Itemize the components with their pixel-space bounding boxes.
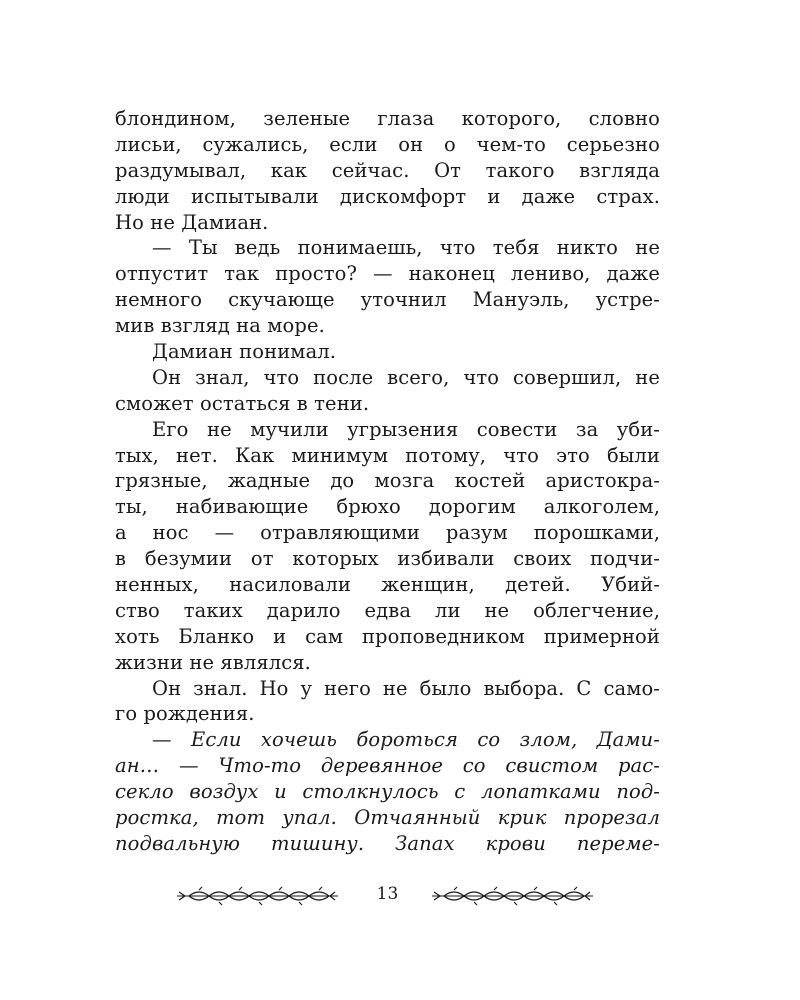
text-line: ан… — Что-то деревянное со свистом рас-	[115, 754, 660, 778]
text-line: в безумии от которых избивали своих подчи-	[115, 547, 660, 571]
text-line: а нос — отравляющими разум порошками,	[115, 521, 660, 545]
text-line: Он знал. Но у него не было выбора. С само-	[152, 676, 660, 700]
text-line: тых, нет. Как минимум потому, что это были	[115, 443, 660, 467]
text-line: Но не Дамиан.	[115, 210, 269, 234]
text-line: ты, набивающие брюхо дорогим алкоголем,	[115, 495, 660, 519]
text-line: сможет остаться в тени.	[115, 391, 370, 415]
body-text	[115, 106, 660, 857]
text-line: ростка, тот упал. Отчаянный крик прорезал	[115, 806, 660, 830]
text-line: секло воздух и столкнулось с лопатками под-	[115, 780, 660, 804]
text-line: ство таких дарило едва ли не облегчение,	[115, 598, 660, 622]
text-line: мив взгляд на море.	[115, 314, 325, 338]
text-line: — Ты ведь понимаешь, что тебя никто не	[152, 236, 660, 260]
text-line: го рождения.	[115, 702, 255, 726]
text-line: Дамиан понимал.	[152, 340, 337, 364]
text-line: подвальную тишину. Запах крови переме-	[115, 831, 660, 855]
text-line: отпустит так просто? — наконец лениво, даже	[115, 262, 660, 286]
text-line: Его не мучили угрызения совести за уби-	[152, 417, 660, 441]
text-line: — Если хочешь бороться со злом, Дами-	[152, 728, 660, 752]
text-line: лисьи, сужались, если он о чем-то серьезно	[115, 132, 660, 156]
text-line: хоть Бланко и сам проповедником примерной	[115, 624, 660, 648]
text-line: жизни не являлся.	[115, 650, 311, 674]
text-line: ненных, насиловали женщин, детей. Убий-	[115, 573, 660, 597]
text-line: раздумывал, как сейчас. От такого взгляда	[115, 158, 660, 182]
thorny-vine-ornament-icon	[430, 886, 595, 906]
text-line: блондином, зеленые глаза которого, словно	[115, 107, 660, 130]
page-number: 13	[376, 884, 399, 904]
page-footer	[0, 882, 800, 912]
thorny-vine-ornament-icon	[175, 886, 340, 906]
text-line: немного скучающе уточнил Мануэль, устре-	[115, 288, 660, 312]
text-line: грязные, жадные до мозга костей аристокра-	[115, 469, 660, 493]
text-line: Он знал, что после всего, что совершил, не	[152, 365, 660, 389]
text-line: люди испытывали дискомфорт и даже страх.	[115, 184, 660, 208]
